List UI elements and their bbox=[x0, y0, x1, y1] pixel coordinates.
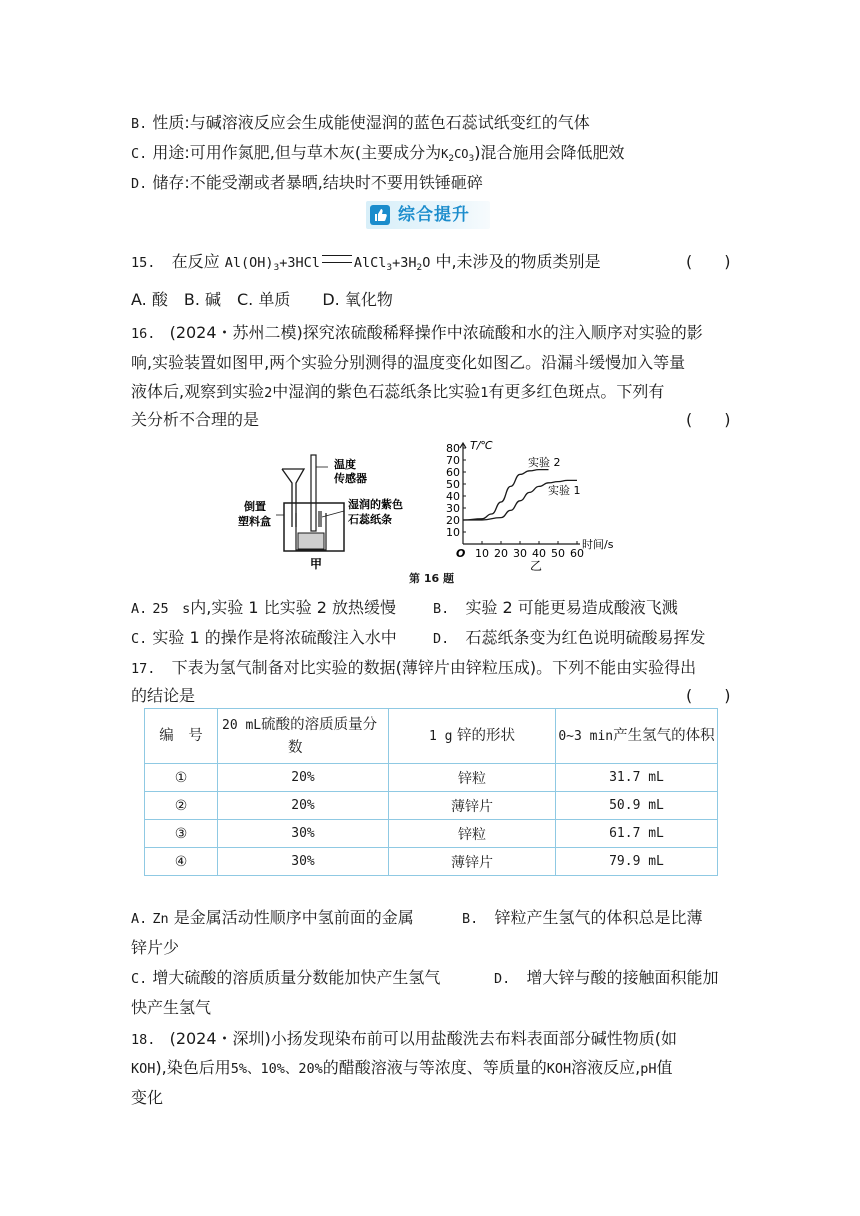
x-tick-label: 20 bbox=[494, 547, 508, 560]
series-2-line bbox=[463, 470, 549, 520]
header-shape: 1 g 锌的形状 bbox=[389, 709, 556, 764]
series-1-label: 实验 1 bbox=[548, 484, 581, 497]
fig-a-caption: 甲 bbox=[310, 557, 323, 571]
y-tick-label: 60 bbox=[446, 466, 460, 479]
x-tick-label: 50 bbox=[551, 547, 565, 560]
series-2-label: 实验 2 bbox=[528, 456, 561, 469]
section-banner bbox=[366, 201, 490, 229]
table-row: ① 20% 锌粒 31.7 mL bbox=[145, 764, 718, 792]
header-id: 编 号 bbox=[145, 709, 218, 764]
q16-option-a: A. 25 s内,实验 1 比实验 2 放热缓慢 bbox=[131, 598, 397, 617]
q17-option-c: C. 增大硫酸的溶质质量分数能加快产生氢气 bbox=[131, 968, 441, 987]
paper-label-1: 湿润的紫色 bbox=[348, 498, 403, 511]
q16-answer-paren: ( ) bbox=[686, 410, 731, 429]
q15-stem: 15. 在反应 $Al(OH)_3+3HCl$ $AlCl_3+3H_2O$ 中,未涉及的物质类别是 bbox=[131, 252, 601, 273]
q17-option-a: A. Zn 是金属活动性顺序中氢前面的金属 bbox=[131, 908, 414, 927]
section-title: 综合提升 bbox=[398, 205, 470, 225]
y-tick-label: 80 bbox=[446, 442, 460, 455]
q17-line2: 的结论是 bbox=[131, 686, 196, 705]
temperature-chart bbox=[440, 440, 640, 574]
x-axis-label: 时间/s bbox=[582, 538, 614, 551]
q16-option-d: D. 石蕊纸条变为红色说明硫酸易挥发 bbox=[433, 628, 706, 647]
table-header-row bbox=[145, 709, 718, 764]
funnel-shape bbox=[282, 469, 304, 527]
q14-option-c: C. 用途:可用作氮肥,但与草木灰(主要成分为$K_2CO_3$)混合施用会降低肥效 bbox=[131, 143, 625, 164]
q18-line1: 18. (2024・深圳)小扬发现染布前可以用盐酸洗去布料表面部分碱性物质(如 bbox=[131, 1029, 678, 1048]
q15-answer-paren: ( ) bbox=[686, 252, 731, 271]
q15-options: A. 酸 B. 碱 C. 单质 D. 氧化物 bbox=[131, 290, 393, 309]
paper-label-2: 石蕊纸条 bbox=[348, 513, 392, 526]
q18-line2: KOH),染色后用5%、10%、20%的醋酸溶液与等浓度、等质量的KOH溶液反应,pH值 bbox=[131, 1058, 673, 1077]
sensor-shape bbox=[311, 455, 316, 531]
equals-sign-icon bbox=[322, 255, 352, 263]
header-volume: 0~3 min产生氢气的体积 bbox=[556, 709, 718, 764]
box-label-2: 塑料盒 bbox=[238, 515, 271, 528]
y-tick-label: 30 bbox=[446, 502, 460, 515]
y-tick-label: 40 bbox=[446, 490, 460, 503]
sensor-label-2: 传感器 bbox=[334, 472, 367, 485]
y-tick-label: 70 bbox=[446, 454, 460, 467]
figure-caption: 第 16 题 bbox=[409, 572, 454, 585]
q16-option-c: C. 实验 1 的操作是将浓硫酸注入水中 bbox=[131, 628, 397, 647]
q17-option-b-cont: 锌片少 bbox=[131, 938, 180, 957]
x-tick-label: 60 bbox=[570, 547, 584, 560]
table-row: ② 20% 薄锌片 50.9 mL bbox=[145, 792, 718, 820]
q17-line1: 17. 下表为氢气制备对比实验的数据(薄锌片由锌粒压成)。下列不能由实验得出 bbox=[131, 658, 697, 677]
x-tick-label: 40 bbox=[532, 547, 546, 560]
origin-label: O bbox=[456, 547, 466, 560]
q16-line2: 响,实验装置如图甲,两个实验分别测得的温度变化如图乙。沿漏斗缓慢加入等量 bbox=[131, 353, 686, 372]
y-tick-label: 20 bbox=[446, 514, 460, 527]
data-table bbox=[144, 708, 718, 876]
thumbs-up-icon bbox=[370, 205, 390, 225]
liquid-shape bbox=[298, 533, 324, 549]
q17-option-d-cont: 快产生氢气 bbox=[131, 998, 212, 1017]
litmus-paper-shape bbox=[318, 511, 322, 527]
q16-line3: 液体后,观察到实验2中湿润的紫色石蕊纸条比实验1有更多红色斑点。下列有 bbox=[131, 382, 665, 401]
table-row: ④ 30% 薄锌片 79.9 mL bbox=[145, 848, 718, 876]
q16-option-b: B. 实验 2 可能更易造成酸液飞溅 bbox=[433, 598, 678, 617]
q16-line4: 关分析不合理的是 bbox=[131, 410, 260, 429]
q14-option-b: B. 性质:与碱溶液反应会生成能使湿润的蓝色石蕊试纸变红的气体 bbox=[131, 113, 590, 132]
fig-b-caption: 乙 bbox=[530, 559, 543, 573]
x-tick-label: 10 bbox=[475, 547, 489, 560]
y-axis-label: T/℃ bbox=[470, 440, 493, 452]
table-row: ③ 30% 锌粒 61.7 mL bbox=[145, 820, 718, 848]
q17-answer-paren: ( ) bbox=[686, 686, 731, 705]
q18-line3: 变化 bbox=[131, 1088, 164, 1107]
y-tick-label: 10 bbox=[446, 526, 460, 539]
sensor-label-1: 温度 bbox=[334, 458, 356, 471]
y-tick-label: 50 bbox=[446, 478, 460, 491]
x-tick-label: 30 bbox=[513, 547, 527, 560]
q17-option-d: D. 增大锌与酸的接触面积能加 bbox=[494, 968, 719, 987]
header-concentration: 20 mL硫酸的溶质质量分 数 bbox=[218, 709, 389, 764]
box-label-1: 倒置 bbox=[244, 500, 266, 513]
apparatus-diagram bbox=[236, 453, 436, 571]
q16-line1: 16. (2024・苏州二模)探究浓硫酸稀释操作中浓硫酸和水的注入顺序对实验的影 bbox=[131, 323, 703, 342]
q14-option-d: D. 储存:不能受潮或者暴晒,结块时不要用铁锤砸碎 bbox=[131, 173, 483, 192]
q17-option-b: B. 锌粒产生氢气的体积总是比薄 bbox=[462, 908, 703, 927]
